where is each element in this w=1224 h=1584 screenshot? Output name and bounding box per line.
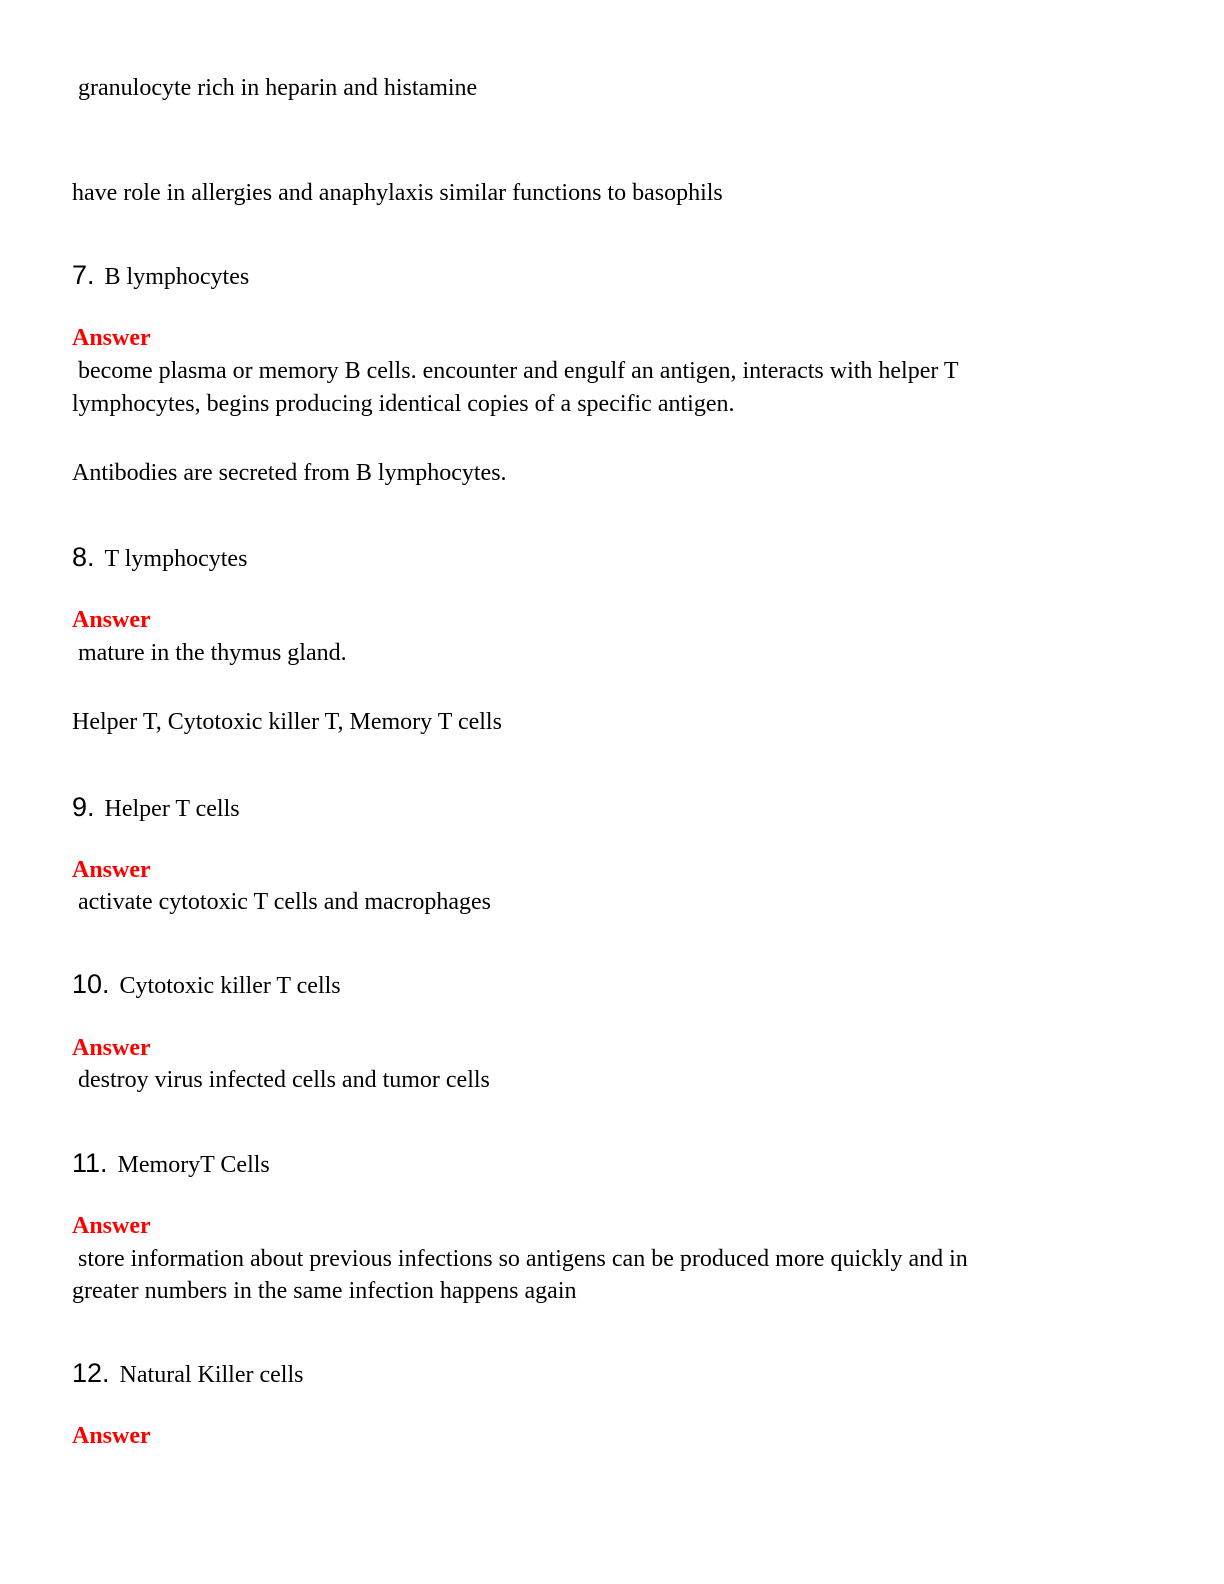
- answer-label: Answer: [72, 857, 151, 883]
- answer-line: greater numbers in the same infection happens again: [72, 1278, 577, 1304]
- intro-line-1: granulocyte rich in heparin and histamine: [72, 75, 478, 101]
- intro-line-2: have role in allergies and anaphylaxis similar functions to basophils: [72, 180, 723, 206]
- answer-line: mature in the thymus gland.: [72, 640, 347, 666]
- question-title: Cytotoxic killer T cells: [119, 973, 341, 999]
- question-title: T lymphocytes: [104, 546, 248, 572]
- question-7: [72, 259, 249, 294]
- question-number: 11.: [72, 1148, 108, 1178]
- answer-extra: Antibodies are secreted from B lymphocytes.: [72, 460, 507, 486]
- answer-label: Answer: [72, 1035, 151, 1061]
- answer-line: destroy virus infected cells and tumor cells: [72, 1067, 490, 1093]
- question-12: [72, 1357, 303, 1392]
- answer-line: become plasma or memory B cells. encounter and engulf an antigen, interacts with helper T: [72, 358, 959, 384]
- answer-label: Answer: [72, 325, 151, 351]
- question-number: 9.: [72, 792, 95, 822]
- question-number: 8.: [72, 542, 95, 572]
- question-title: Helper T cells: [104, 796, 240, 822]
- answer-line: activate cytotoxic T cells and macrophages: [72, 889, 491, 915]
- question-title: Natural Killer cells: [119, 1362, 304, 1388]
- answer-line: store information about previous infections so antigens can be produced more quickly and in: [72, 1246, 968, 1272]
- question-8: [72, 541, 247, 576]
- answer-line: lymphocytes, begins producing identical copies of a specific antigen.: [72, 391, 735, 417]
- question-title: B lymphocytes: [104, 264, 250, 290]
- answer-extra: Helper T, Cytotoxic killer T, Memory T cells: [72, 709, 502, 735]
- answer-label: Answer: [72, 1423, 151, 1449]
- question-title: MemoryT Cells: [117, 1152, 270, 1178]
- question-10: [72, 968, 341, 1003]
- answer-label: Answer: [72, 607, 151, 633]
- question-number: 7.: [72, 260, 95, 290]
- question-11: [72, 1147, 270, 1182]
- question-9: [72, 791, 240, 826]
- question-number: 12.: [72, 1358, 110, 1388]
- answer-label: Answer: [72, 1213, 151, 1239]
- question-number: 10.: [72, 969, 110, 999]
